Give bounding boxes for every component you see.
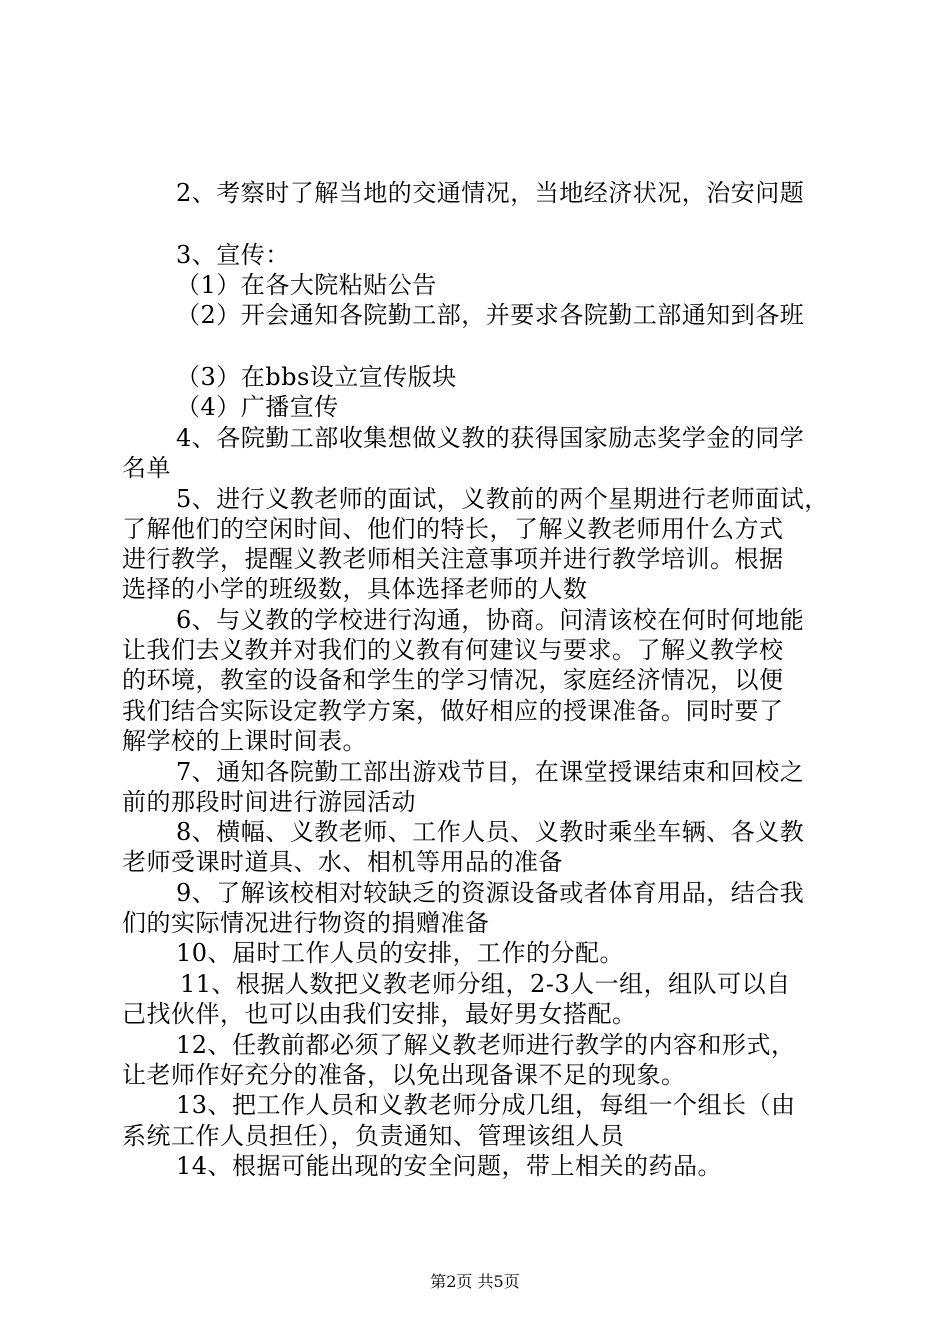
text-line: 14、根据可能出现的安全问题，带上相关的药品。 bbox=[176, 1152, 723, 1180]
text-line: 8、横幅、义教老师、工作人员、义教时乘坐车辆、各义教 bbox=[176, 818, 805, 846]
text-line: 9、了解该校相对较缺乏的资源设备或者体育用品，结合我 bbox=[176, 879, 805, 907]
text-line: 了解他们的空闲时间、他们的特长，了解义教老师用什么方式 bbox=[122, 515, 784, 543]
text-line: 4、各院勤工部收集想做义教的获得国家励志奖学金的同学 bbox=[176, 424, 805, 452]
text-line: 名单 bbox=[122, 454, 171, 482]
text-line: 让老师作好充分的准备，以免出现备课不足的现象。 bbox=[122, 1061, 686, 1089]
text-line: 7、通知各院勤工部出游戏节目，在课堂授课结束和回校之 bbox=[176, 758, 805, 786]
text-line: 11、根据人数把义教老师分组，2-3人一组，组队可以自 bbox=[180, 970, 791, 998]
text-line: 系统工作人员担任），负责通知、管理该组人员 bbox=[122, 1122, 625, 1150]
text-line: （4）广播宣传 bbox=[176, 393, 339, 421]
page-footer: 第2页 共5页 bbox=[430, 1272, 520, 1291]
text-line: 12、任教前都必须了解义教老师进行教学的内容和形式， bbox=[176, 1031, 796, 1059]
text-line: 我们结合实际设定教学方案，做好相应的授课准备。同时要了 bbox=[122, 697, 784, 725]
text-line: 让我们去义教并对我们的义教有何建议与要求。了解义教学校 bbox=[122, 636, 784, 664]
text-line: 10、届时工作人员的安排，工作的分配。 bbox=[176, 939, 625, 967]
text-line: 己找伙伴，也可以由我们安排，最好男女搭配。 bbox=[122, 1000, 637, 1028]
text-line: 进行教学，提醒义教老师相关注意事项并进行教学培训。根据 bbox=[122, 545, 784, 573]
text-line: 的环境，教室的设备和学生的学习情况，家庭经济情况，以便 bbox=[122, 666, 784, 694]
text-line: （1）在各大院粘贴公告 bbox=[176, 271, 437, 299]
text-line: 13、把工作人员和义教老师分成几组，每组一个组长（由 bbox=[176, 1091, 796, 1119]
text-line: 3、宣传： bbox=[176, 241, 290, 269]
text-line: （2）开会通知各院勤工部，并要求各院勤工部通知到各班 bbox=[176, 301, 805, 329]
text-line: 们的实际情况进行物资的捐赠准备 bbox=[122, 909, 490, 937]
text-line: 2、考察时了解当地的交通情况，当地经济状况，治安问题 bbox=[176, 179, 805, 207]
text-line: 6、与义教的学校进行沟通，协商。问清该校在何时何地能 bbox=[176, 606, 805, 634]
text-line: 老师受课时道具、水、相机等用品的准备 bbox=[122, 848, 563, 876]
text-line: 选择的小学的班级数，具体选择老师的人数 bbox=[122, 575, 588, 603]
text-line: （3）在bbs设立宣传版块 bbox=[176, 363, 457, 391]
text-line: 5、进行义教老师的面试，义教前的两个星期进行老师面试， bbox=[176, 485, 829, 513]
text-line: 前的那段时间进行游园活动 bbox=[122, 788, 416, 816]
text-line: 解学校的上课时间表。 bbox=[122, 727, 367, 755]
